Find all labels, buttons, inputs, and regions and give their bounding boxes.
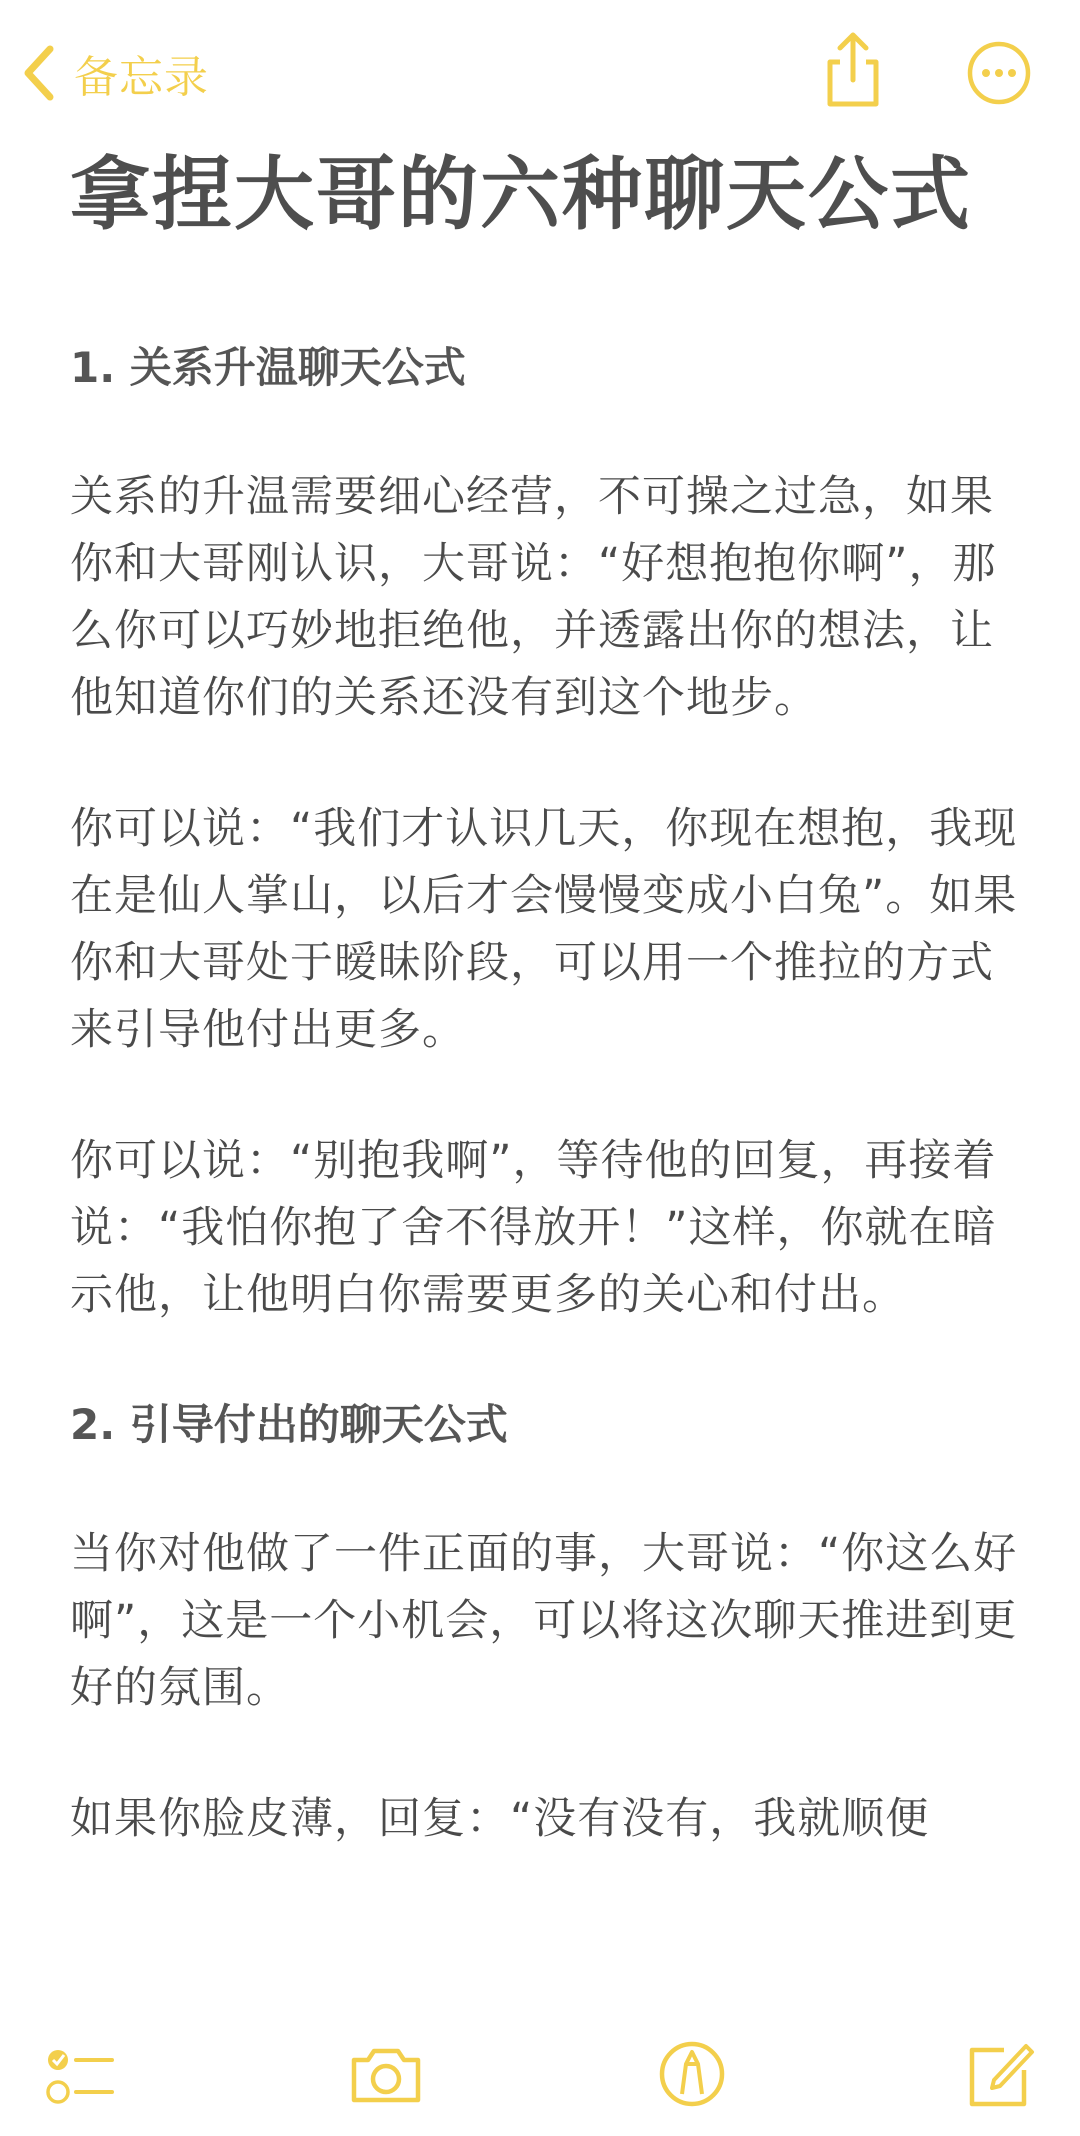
- note-title: 拿捏大哥的六种聊天公式: [70, 148, 972, 241]
- more-icon: [966, 40, 1032, 106]
- back-label: 备忘录: [74, 52, 209, 103]
- paragraph: 你可以说：“别抱我啊”，等待他的回复，再接着说：“我怕你抱了舍不得放开！”这样，你就在暗示他，让他明白你需要更多的关心和付出。: [70, 1136, 997, 1320]
- share-button[interactable]: [818, 30, 888, 110]
- markup-button[interactable]: [652, 2034, 732, 2114]
- note-body[interactable]: [70, 140, 1020, 1853]
- camera-button[interactable]: [346, 2034, 426, 2114]
- paragraph: 当你对他做了一件正面的事，大哥说：“你这么好啊”，这是一个小机会，可以将这次聊天推进到更好的氛围。: [70, 1529, 1018, 1713]
- navigation-bar: [0, 0, 1080, 140]
- section-heading: 1. 关系升温聊天公式: [70, 343, 466, 392]
- back-button[interactable]: [22, 38, 209, 108]
- compose-icon: [958, 2034, 1038, 2114]
- paragraph: 关系的升温需要细心经营，不可操之过急，如果你和大哥刚认识，大哥说：“好想抱抱你啊”，那么你可以巧妙地拒绝他，并透露出你的想法，让他知道你们的关系还没有到这个地步。: [70, 472, 997, 723]
- checklist-icon: [40, 2034, 120, 2114]
- bottom-toolbar: [0, 2010, 1080, 2136]
- checklist-button[interactable]: [40, 2034, 120, 2114]
- more-button[interactable]: [966, 40, 1032, 106]
- chevron-left-icon: [22, 45, 56, 101]
- paragraph: 你可以说：“我们才认识几天，你现在想抱，我现在是仙人掌山，以后才会慢慢变成小白兔”。如果你和大哥处于暧昧阶段，可以用一个推拉的方式来引导他付出更多。: [70, 804, 1018, 1055]
- share-icon: [818, 30, 888, 110]
- camera-icon: [346, 2034, 426, 2114]
- paragraph: 如果你脸皮薄，回复：“没有没有，我就顺便: [70, 1794, 930, 1844]
- section-heading: 2. 引导付出的聊天公式: [70, 1400, 508, 1449]
- markup-icon: [652, 2034, 732, 2114]
- compose-button[interactable]: [958, 2034, 1038, 2114]
